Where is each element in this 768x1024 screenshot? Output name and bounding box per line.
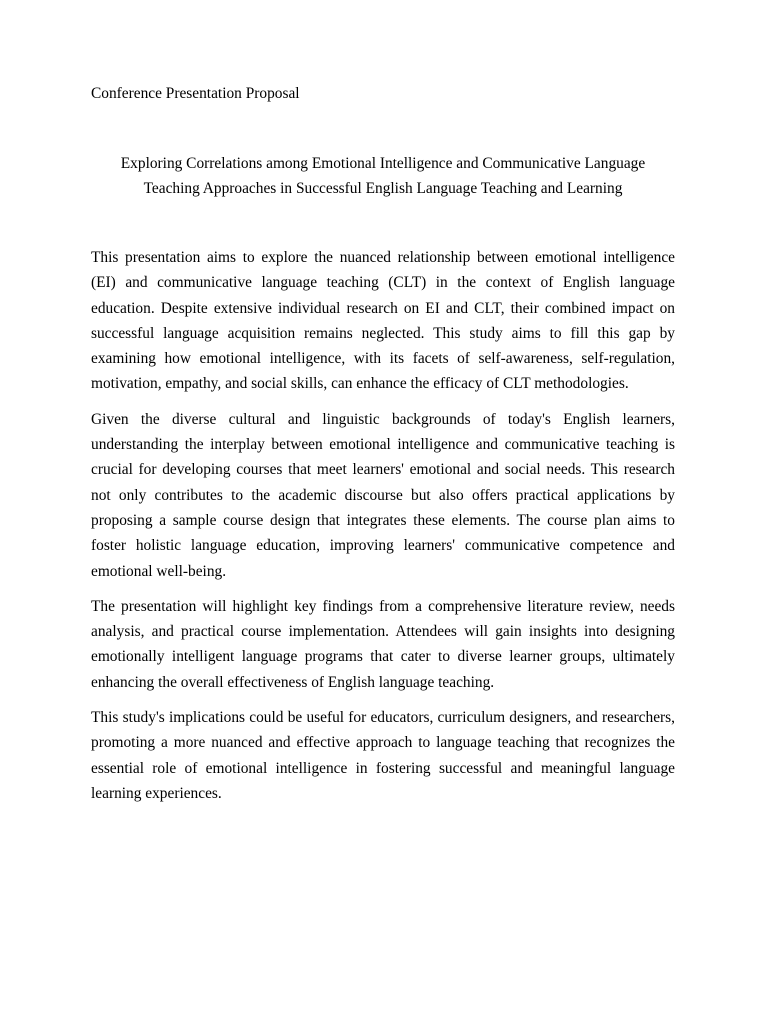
paragraph-line: promoting a more nuanced and effective approach to language teaching that recognizes the [91, 734, 675, 752]
body-paragraph-3 [91, 594, 675, 695]
title-line: Exploring Correlations among Emotional Intelligence and Communicative Language [120, 155, 646, 172]
paragraph-line: crucial for developing courses that meet learners' emotional and social needs. This research [91, 461, 675, 479]
paragraph-line: The presentation will highlight key findings from a comprehensive literature review, needs [91, 597, 675, 615]
paragraph-line: not only contributes to the academic discourse but also offers practical applications by [91, 486, 675, 504]
body-paragraph-2 [91, 407, 675, 584]
paragraph-line: motivation, empathy, and social skills, can enhance the efficacy of CLT methodologies. [91, 375, 629, 393]
paragraph-line: (EI) and communicative language teaching (CLT) in the context of English language [91, 274, 675, 292]
paragraph-line: learning experiences. [91, 784, 222, 802]
paragraph-line: enhancing the overall effectiveness of English language teaching. [91, 673, 495, 691]
paragraph-line: examining how emotional intelligence, with its facets of self-awareness, self-regulation, [91, 350, 675, 368]
paragraph-line: education. Despite extensive individual research on EI and CLT, their combined impact on [91, 299, 675, 317]
paragraph-line: emotional well-being. [91, 562, 227, 580]
document-body [91, 245, 675, 816]
paragraph-line: This study's implications could be useful for educators, curriculum designers, and researchers, [91, 709, 675, 727]
paragraph-line: This presentation aims to explore the nuanced relationship between emotional intelligence [91, 249, 675, 266]
paragraph-line: successful language acquisition remains neglected. This study aims to fill this gap by [91, 324, 675, 342]
paragraph-line: proposing a sample course design that integrates these elements. The course plan aims to [91, 511, 675, 529]
paragraph-line: emotionally intelligent language programs that cater to diverse learner groups, ultimately [91, 648, 675, 666]
title-line: Teaching Approaches in Successful English Language Teaching and Learning [143, 180, 623, 198]
body-paragraph-4 [91, 705, 675, 806]
paragraph-line: foster holistic language education, improving learners' communicative competence and [91, 537, 675, 555]
paragraph-line: Given the diverse cultural and linguistic backgrounds of today's English learners, [91, 410, 675, 428]
paragraph-line: essential role of emotional intelligence in fostering successful and meaningful language [91, 759, 675, 777]
document-title [91, 151, 675, 202]
body-paragraph-1 [91, 245, 675, 397]
document-label: Conference Presentation Proposal [91, 85, 300, 102]
paragraph-line: analysis, and practical course implementation. Attendees will gain insights into designing [91, 623, 675, 641]
paragraph-line: understanding the interplay between emotional intelligence and communicative teaching is [91, 436, 675, 454]
